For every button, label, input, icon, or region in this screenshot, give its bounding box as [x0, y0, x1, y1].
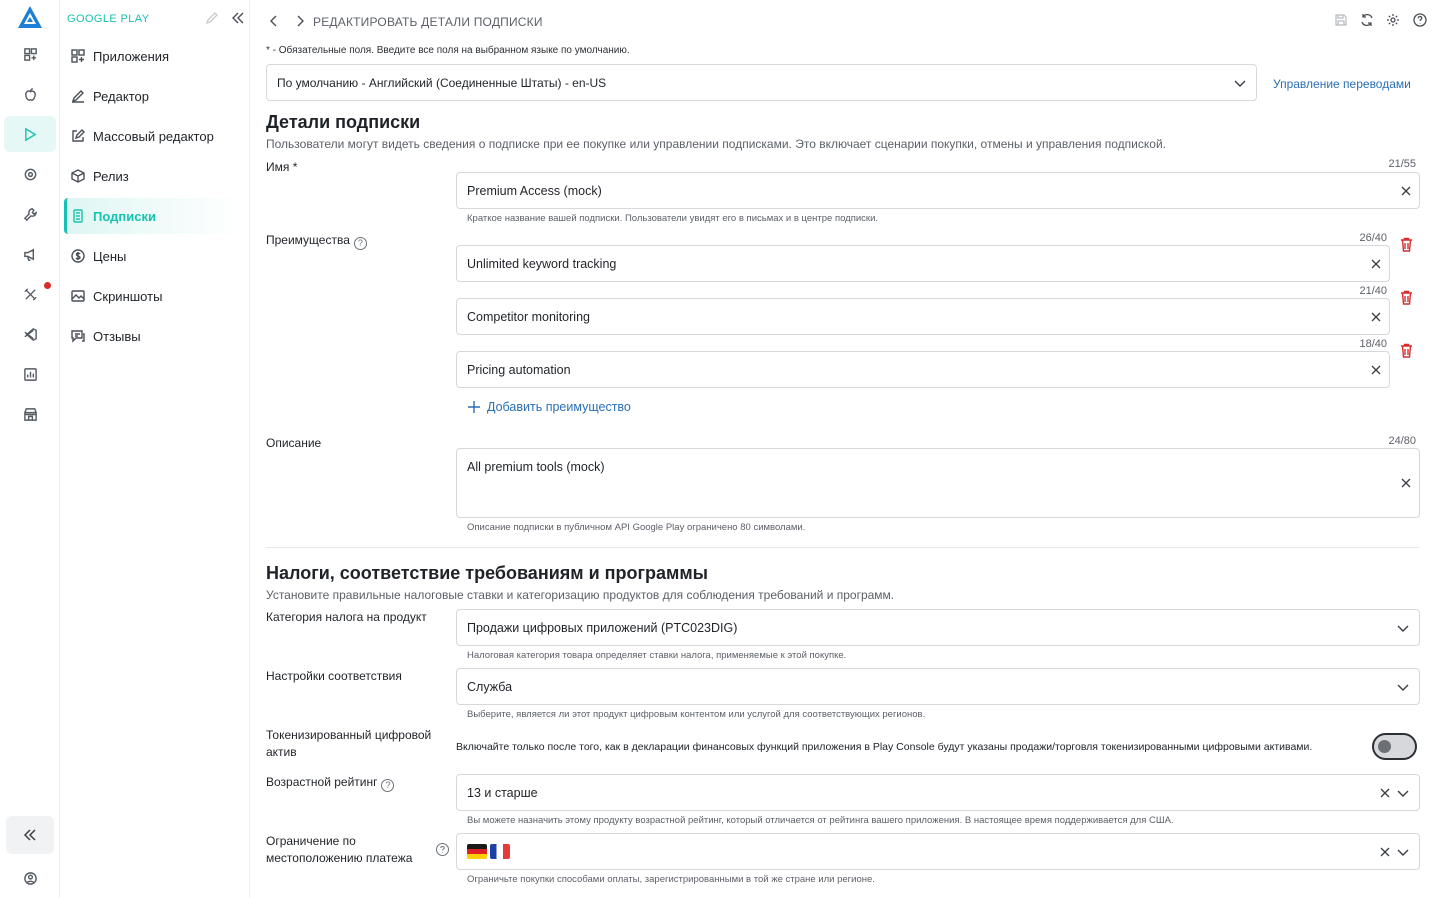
- store-icon: [23, 407, 38, 422]
- description-counter: 24/80: [1388, 435, 1416, 447]
- name-counter: 21/55: [1388, 158, 1416, 170]
- sidebar-item-subscriptions[interactable]: [64, 198, 240, 234]
- name-field-value: Premium Access (mock): [467, 183, 602, 198]
- sidebar-item-label: Подписки: [93, 208, 156, 224]
- tax-title: Налоги, соответствие требованиям и программы: [266, 563, 709, 583]
- rail-apple-button[interactable]: [6, 76, 54, 112]
- collapse-sidebar-icon[interactable]: [231, 10, 245, 26]
- clear-icon[interactable]: [1400, 477, 1412, 489]
- sidebar-item-label: Релиз: [93, 168, 129, 184]
- compliance-select[interactable]: [456, 668, 1420, 705]
- description-hint: Описание подписки в публичном API Google Play ограничено 80 символами.: [467, 522, 806, 533]
- benefit-counter: 18/40: [1359, 338, 1387, 350]
- pencil-icon: [71, 89, 85, 103]
- payment-location-hint: Ограничьте покупки способами оплаты, зарегистрированными в той же стране или регионе.: [467, 874, 875, 885]
- top-bar: [250, 0, 1440, 42]
- help-icon[interactable]: [1413, 13, 1427, 27]
- tools-icon: [23, 287, 38, 302]
- benefit-field[interactable]: [456, 245, 1390, 282]
- rail-collapse-button[interactable]: [6, 816, 54, 854]
- clear-icon[interactable]: [1379, 846, 1391, 858]
- trash-icon[interactable]: [1400, 237, 1413, 252]
- section-divider: [266, 547, 1420, 548]
- compliance-value: Служба: [467, 679, 513, 694]
- sidebar-item-label: Отзывы: [93, 328, 141, 344]
- token-label: [266, 727, 431, 761]
- description-label: Описание: [266, 436, 322, 450]
- apple-icon: [23, 87, 38, 102]
- sidebar-item-label: Редактор: [93, 88, 149, 104]
- image-icon: [71, 289, 85, 303]
- rail-wrench-button[interactable]: [6, 196, 54, 232]
- clear-icon[interactable]: [1370, 364, 1382, 376]
- flag-germany-icon: [467, 844, 487, 859]
- age-rating-label: [266, 774, 394, 792]
- breadcrumb: РЕДАКТИРОВАТЬ ДЕТАЛИ ПОДПИСКИ: [313, 15, 543, 29]
- benefits-label: [266, 232, 367, 250]
- plus-icon: [467, 400, 481, 414]
- benefit-field[interactable]: [456, 298, 1390, 335]
- document-icon: [71, 209, 85, 223]
- sidebar-item-prices[interactable]: [64, 238, 240, 274]
- account-button[interactable]: [6, 860, 54, 896]
- app-logo-icon[interactable]: [16, 4, 44, 30]
- payment-label-line2: местоположению платежа: [266, 851, 413, 865]
- name-hint: Краткое название вашей подписки. Пользователи увидят его в письмах и в центре подписки.: [467, 213, 879, 224]
- chevron-down-icon: [1397, 788, 1409, 798]
- sidebar-item-apps[interactable]: [64, 38, 240, 74]
- tax-category-select[interactable]: [456, 609, 1420, 646]
- help-icon[interactable]: ?: [381, 779, 394, 792]
- chevron-down-icon: [1397, 623, 1409, 633]
- age-rating-select[interactable]: [456, 774, 1420, 811]
- sidebar-item-editor[interactable]: [64, 78, 240, 114]
- token-label-line1: Токенизированный цифровой: [266, 728, 432, 742]
- payment-label-line1: Ограничение по: [266, 834, 356, 848]
- apps-icon: [71, 49, 85, 63]
- edit-square-icon: [71, 129, 85, 143]
- sidebar-item-reviews[interactable]: [64, 318, 240, 354]
- icon-rail: [0, 0, 60, 898]
- add-benefit-label: Добавить преимущество: [487, 400, 631, 414]
- help-icon[interactable]: [436, 843, 449, 856]
- back-icon[interactable]: [268, 14, 280, 28]
- rail-store-button[interactable]: [6, 396, 54, 432]
- token-label-line2: актив: [266, 745, 297, 759]
- forward-icon[interactable]: [294, 14, 306, 28]
- sidebar-item-bulk-editor[interactable]: [64, 118, 240, 154]
- manage-translations-link[interactable]: Управление переводами: [1273, 77, 1411, 91]
- package-icon: [71, 169, 85, 183]
- payment-location-select[interactable]: [456, 833, 1420, 870]
- payment-location-label: [266, 833, 412, 867]
- sidebar-header: [67, 10, 247, 28]
- benefits-label-text: Преимущества: [266, 233, 350, 247]
- trash-icon[interactable]: [1400, 290, 1413, 305]
- play-icon: [23, 127, 38, 142]
- reviews-icon: [71, 329, 85, 343]
- tax-category-hint: Налоговая категория товара определяет ставки налога, применяемые к этой покупке.: [467, 650, 847, 661]
- sidebar-item-screenshots[interactable]: [64, 278, 240, 314]
- rail-apps-button[interactable]: [6, 36, 54, 72]
- description-field[interactable]: [456, 448, 1420, 518]
- save-icon[interactable]: [1334, 13, 1348, 27]
- analytics-icon: [23, 367, 38, 382]
- gear-icon[interactable]: [1386, 13, 1400, 27]
- notification-dot: [44, 282, 51, 289]
- apps-icon: [23, 47, 38, 62]
- dollar-icon: [71, 249, 85, 263]
- vscode-icon: [23, 327, 38, 342]
- benefit-field-value: Unlimited keyword tracking: [467, 256, 617, 271]
- sidebar-title: GOOGLE PLAY: [67, 13, 150, 25]
- add-benefit-button[interactable]: [467, 400, 631, 414]
- compliance-hint: Выберите, является ли этот продукт цифровым контентом или услугой для соответствующих регионов.: [467, 709, 926, 720]
- tax-category-value: Продажи цифровых приложений (PTC023DIG): [467, 620, 738, 635]
- clear-icon[interactable]: [1370, 258, 1382, 270]
- age-rating-hint: Вы можете назначить этому продукту возрастной рейтинг, который отличается от рейтинга вашего приложения. В настоящее время поддерживается для США.: [467, 815, 1174, 826]
- name-field[interactable]: [456, 172, 1420, 209]
- tax-category-label: Категория налога на продукт: [266, 610, 427, 624]
- collapse-icon: [23, 828, 37, 842]
- chevron-down-icon: [1397, 847, 1409, 857]
- target-icon: [23, 167, 38, 182]
- wrench-icon: [23, 207, 38, 222]
- clear-icon[interactable]: [1370, 311, 1382, 323]
- token-description: Включайте только после того, как в декларации финансовых функций приложения в Play Console будут указаны продажи/торговля токенизированными цифровыми активами.: [456, 741, 1313, 753]
- benefit-counter: 26/40: [1359, 232, 1387, 244]
- benefit-field-value: Competitor monitoring: [467, 309, 590, 324]
- rail-analytics-button[interactable]: [6, 356, 54, 392]
- rail-megaphone-button[interactable]: [6, 236, 54, 272]
- flag-france-icon: [490, 844, 510, 859]
- trash-icon[interactable]: [1400, 343, 1413, 358]
- toggle-knob: [1378, 740, 1391, 753]
- benefit-field-value: Pricing automation: [467, 362, 571, 377]
- clear-icon[interactable]: [1379, 787, 1391, 799]
- benefit-field[interactable]: [456, 351, 1390, 388]
- rail-target-button[interactable]: [6, 156, 54, 192]
- sidebar-item-label: Цены: [93, 248, 127, 264]
- chevron-down-icon: [1397, 682, 1409, 692]
- description-field-value: All premium tools (mock): [467, 460, 605, 474]
- name-label: Имя *: [266, 160, 298, 174]
- clear-icon[interactable]: [1400, 185, 1412, 197]
- rail-tools-button[interactable]: [6, 276, 54, 312]
- tax-lead: Установите правильные налоговые ставки и категоризацию продуктов для соблюдения требований и программ.: [266, 588, 895, 602]
- language-select-value: По умолчанию - Английский (Соединенные Штаты) - en-US: [277, 75, 607, 90]
- token-toggle[interactable]: [1372, 733, 1417, 760]
- rail-vscode-button[interactable]: [6, 316, 54, 352]
- details-title: Детали подписки: [266, 112, 421, 132]
- details-lead: Пользователи могут видеть сведения о подписке при ее покупке или управлении подписками. Это включает сценарии покупки, отмены и управления подпиской.: [266, 137, 1166, 151]
- rail-google-play-button[interactable]: [4, 116, 56, 152]
- language-select[interactable]: [266, 64, 1257, 101]
- sidebar-item-release[interactable]: [64, 158, 240, 194]
- age-rating-value: 13 и старше: [467, 785, 538, 800]
- age-rating-label-text: Возрастной рейтинг: [266, 775, 378, 789]
- account-icon: [23, 871, 38, 886]
- pencil-icon[interactable]: [205, 11, 219, 25]
- chevron-down-icon: [1234, 78, 1246, 88]
- sidebar-item-label: Приложения: [93, 48, 170, 64]
- benefit-counter: 21/40: [1359, 285, 1387, 297]
- sidebar: [60, 0, 250, 898]
- refresh-icon[interactable]: [1360, 13, 1374, 27]
- sidebar-item-label: Скриншоты: [93, 288, 163, 304]
- megaphone-icon: [23, 247, 38, 262]
- required-note: * - Обязательные поля. Введите все поля на выбранном языке по умолчанию.: [266, 45, 630, 56]
- sidebar-item-label: Массовый редактор: [93, 128, 214, 144]
- compliance-label: Настройки соответствия: [266, 669, 402, 683]
- help-icon[interactable]: ?: [354, 237, 367, 250]
